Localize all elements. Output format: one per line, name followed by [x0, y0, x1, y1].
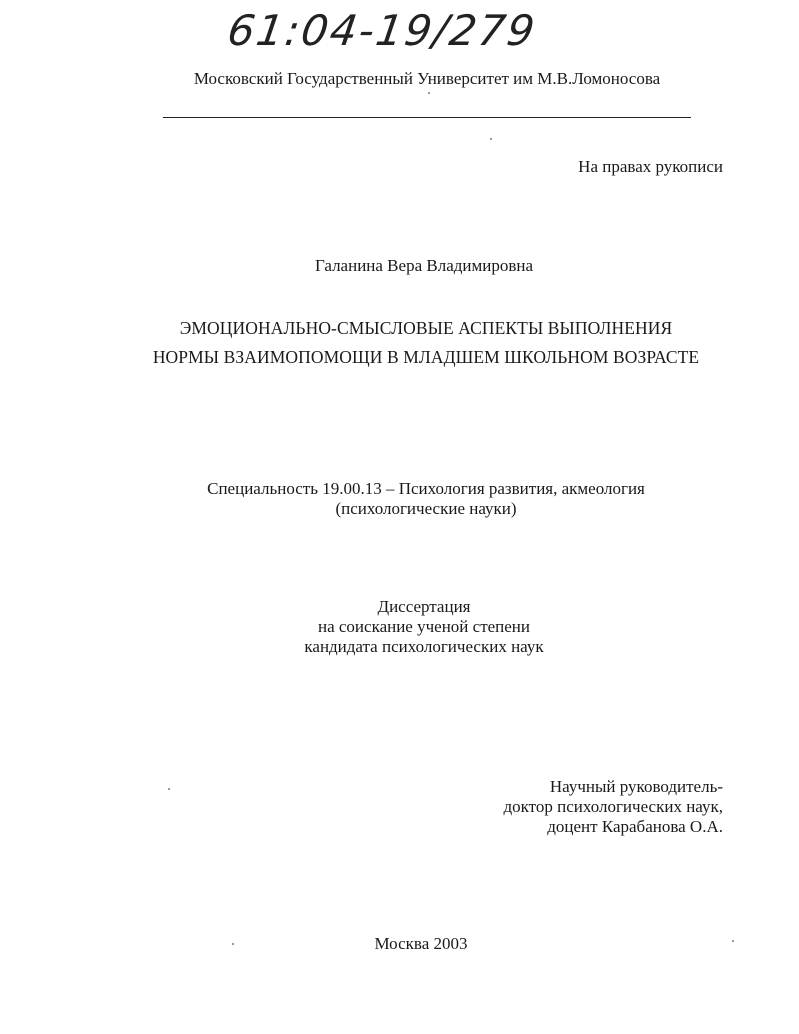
dissertation-line-2: на соискание ученой степени [317, 617, 531, 636]
handwritten-catalog-number: 61:04-19/279 [224, 6, 540, 55]
scan-speck [732, 940, 734, 942]
specialty-line-2: (психологические науки) [335, 499, 517, 518]
scan-speck [490, 138, 492, 140]
specialty-line-1: Специальность 19.00.13 – Психология развития, акмеология [207, 479, 645, 498]
supervisor-line-3: доцент Карабанова О.А. [547, 817, 723, 836]
header-divider [163, 117, 691, 118]
rights-note: На правах рукописи [578, 157, 723, 176]
thesis-title-line-1: ЭМОЦИОНАЛЬНО-СМЫСЛОВЫЕ АСПЕКТЫ ВЫПОЛНЕНИЯ [179, 318, 673, 338]
scan-speck [168, 788, 170, 790]
university-name: Московский Государственный Университет им М.В.Ломоносова [193, 69, 661, 88]
scan-speck [232, 943, 234, 945]
supervisor-line-2: доктор психологических наук, [503, 797, 723, 816]
dissertation-line-3: кандидата психологических наук [304, 637, 544, 656]
scan-speck [428, 92, 430, 94]
thesis-title-line-2: НОРМЫ ВЗАИМОПОМОЩИ В МЛАДШЕМ ШКОЛЬНОМ ВОЗРАСТЕ [152, 347, 700, 367]
dissertation-line-1: Диссертация [377, 597, 471, 616]
city-year: Москва 2003 [374, 934, 468, 953]
supervisor-line-1: Научный руководитель- [549, 777, 723, 796]
author-name: Галанина Вера Владимировна [314, 256, 534, 275]
